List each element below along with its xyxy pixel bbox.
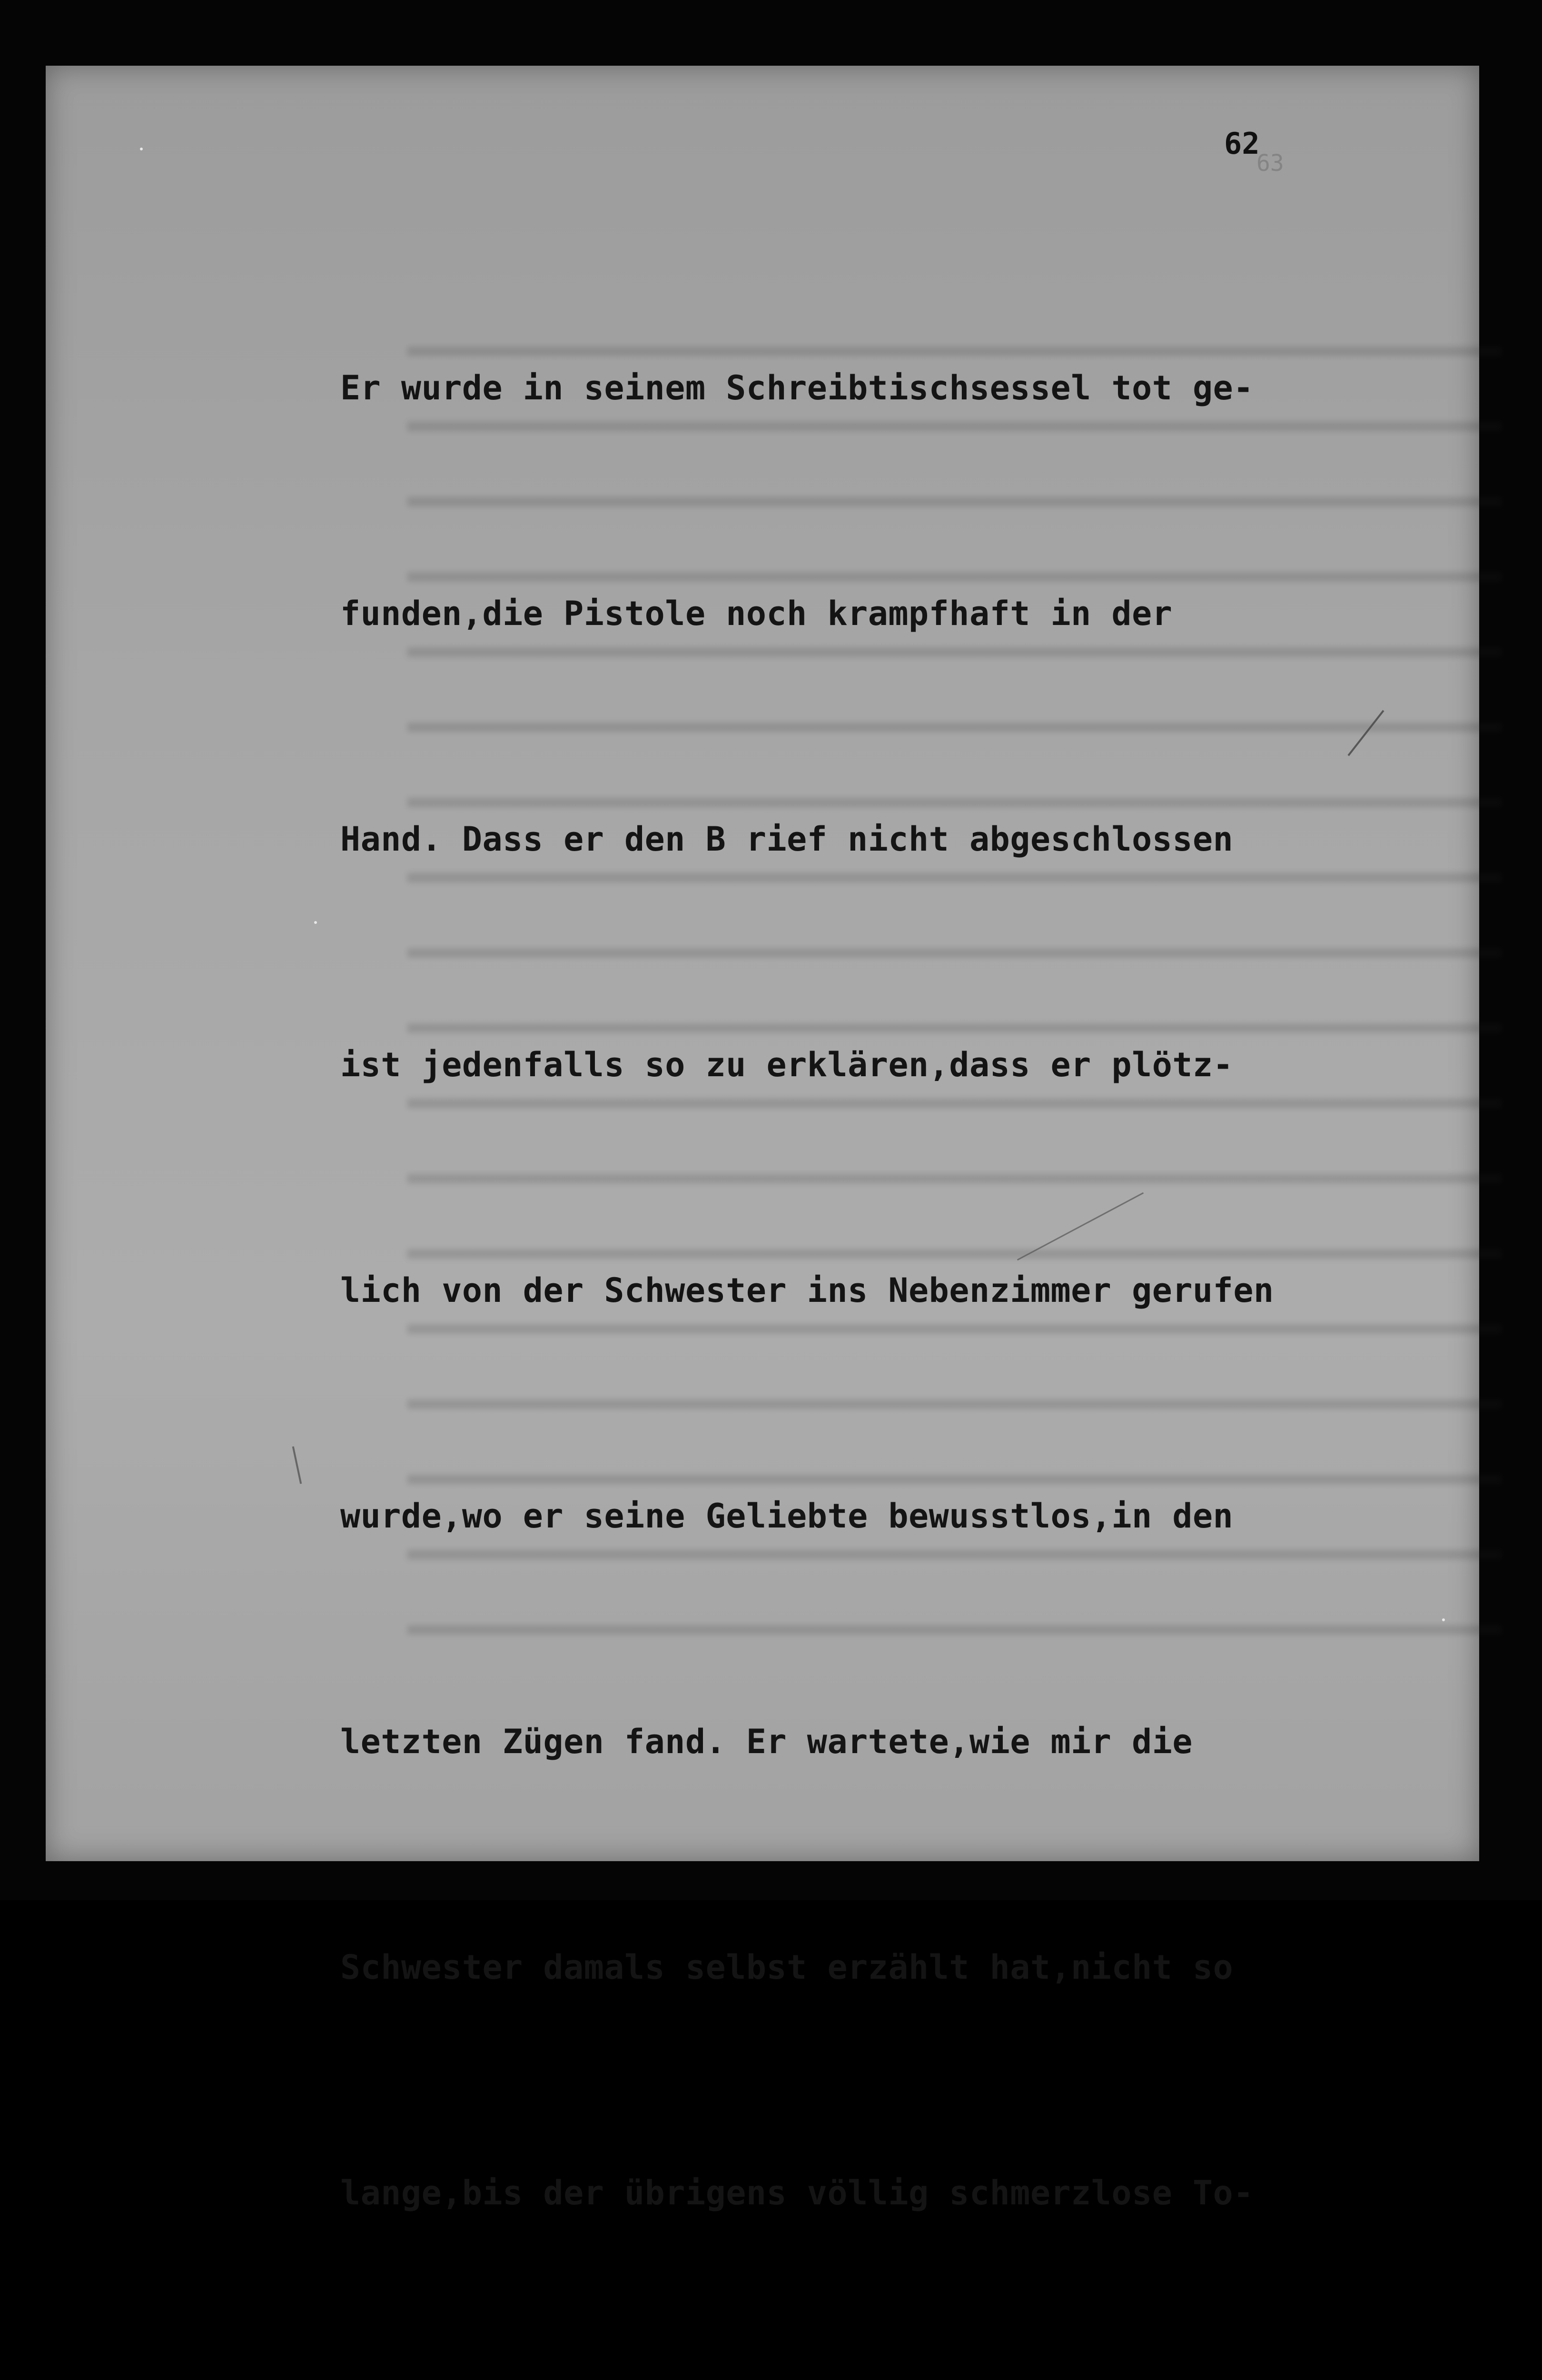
text-line: funden,die Pistole noch krampfhaft in der (340, 594, 1173, 633)
dust-speck (314, 921, 317, 924)
faint-page-number: 63 (1256, 150, 1284, 177)
dust-speck (1442, 1618, 1445, 1621)
page-number: 62 (1224, 126, 1260, 161)
text-line: Er wurde in seinem Schreibtischsessel tot ge- (340, 368, 1254, 407)
dust-speck (140, 148, 143, 150)
text-line: Hand. Dass er den B rief nicht abgeschlossen (340, 820, 1234, 859)
text-line: ist jedenfalls so zu erklären,dass er plötz- (340, 1045, 1234, 1084)
text-line: wurde,wo er seine Geliebte bewusstlos,in den (340, 1497, 1234, 1536)
text-line: letzten Zügen fand. Er wartete,wie mir die (340, 1722, 1193, 1761)
text-line: Schwester damals selbst erzählt hat,nicht so (340, 1948, 1234, 1987)
text-line: lich von der Schwester ins Nebenzimmer gerufen (340, 1271, 1274, 1310)
typewritten-text (340, 200, 1463, 2380)
text-line: lange,bis der übrigens völlig schmerzlose To- (340, 2173, 1254, 2212)
